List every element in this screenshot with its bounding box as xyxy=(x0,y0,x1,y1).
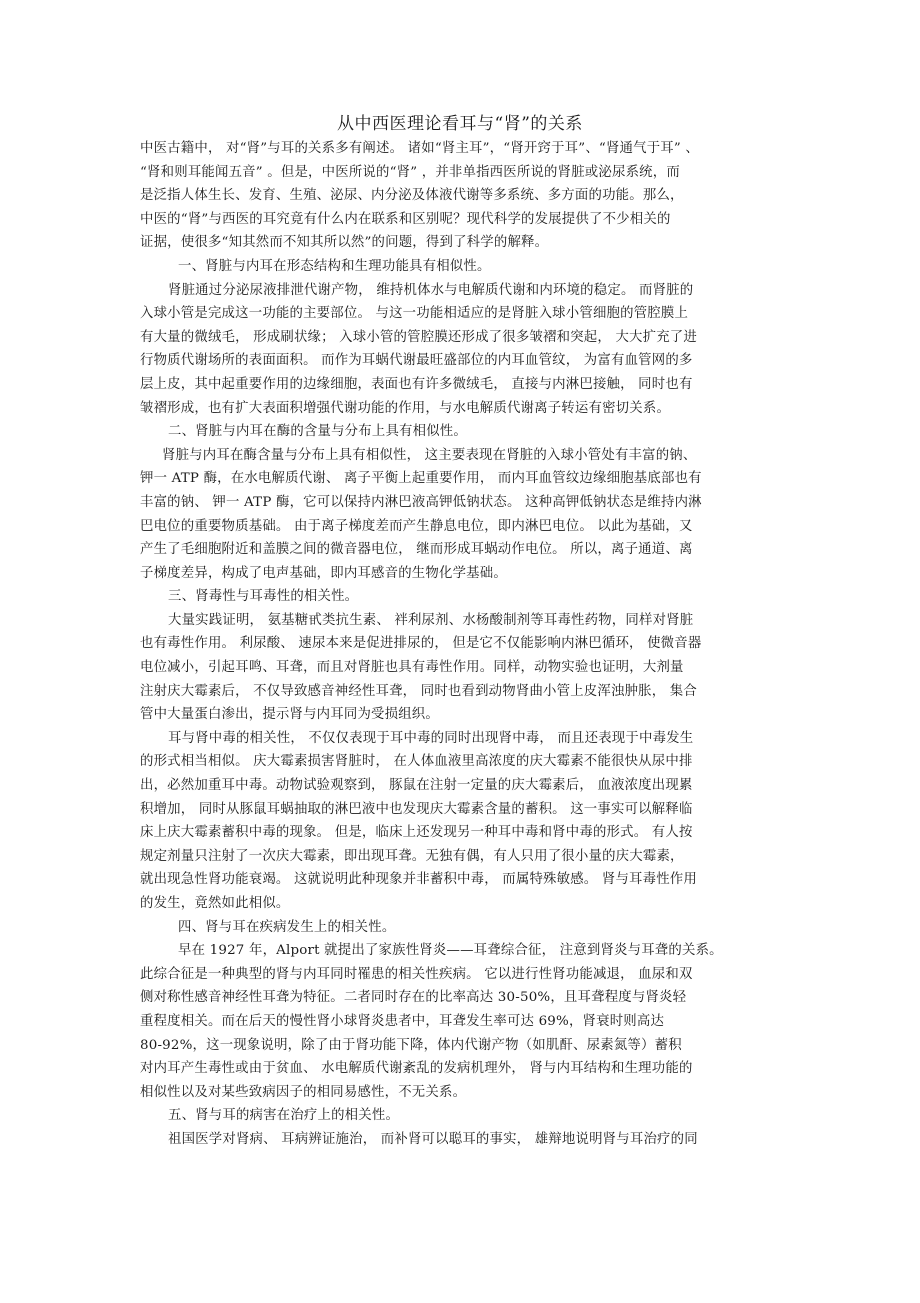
text-line: 有大量的微绒毛， 形成刷状缘； 入球小管的管腔膜还形成了很多皱褶和突起， 大大扩充了进 xyxy=(140,329,697,345)
text-line: 电位减小，引起耳鸣、耳聋，而且对肾脏也具有毒性作用。同样，动物实验也证明，大剂量 xyxy=(140,660,684,676)
page-title: 从中西医理论看耳与“肾”的关系 xyxy=(337,114,583,134)
section-heading: 三、肾毒性与耳毒性的相关性。 xyxy=(168,589,359,605)
text-line: 注射庆大霉素后， 不仅导致感音神经性耳聋， 同时也看到动物肾曲小管上皮浑浊肿胀， 集合 xyxy=(140,683,697,699)
text-line: 积增加， 同时从豚鼠耳蜗抽取的淋巴液中也发现庆大霉素含量的蓄积。 这一事实可以解释临 xyxy=(140,801,693,817)
section-heading: 一、肾脏与内耳在形态结构和生理功能具有相似性。 xyxy=(178,258,491,274)
text-line: 肾脏通过分泌尿液排泄代谢产物， 维持机体水与电解质代谢和内环境的稳定。 而肾脏的 xyxy=(168,282,694,298)
section-heading: 二、肾脏与内耳在酶的含量与分布上具有相似性。 xyxy=(168,424,467,440)
text-line: 相似性以及对某些致病因子的相同易感性，不无关系。 xyxy=(140,1084,467,1100)
document-body xyxy=(140,137,780,1152)
text-line: 证据，使很多“知其然而不知其所以然”的问题，得到了科学的解释。 xyxy=(140,235,549,251)
text-line: 产生了毛细胞附近和盖膜之间的微音器电位， 继而形成耳蜗动作电位。 所以，离子通道、离 xyxy=(140,542,693,558)
text-line: 的发生，竟然如此相似。 xyxy=(140,896,290,911)
text-line: 管中大量蛋白渗出，提示肾与内耳同为受损组织。 xyxy=(140,707,439,723)
text-line: 钾一 ATP 酶，在水电解质代谢、 离子平衡上起重要作用， 而内耳血管纹边缘细胞基底部也有 xyxy=(140,471,702,487)
text-line: 中医的“肾”与西医的耳究竟有什么内在联系和区别呢？现代科学的发展提供了不少相关的 xyxy=(140,211,671,227)
section-heading: 五、肾与耳的病害在治疗上的相关性。 xyxy=(168,1108,400,1124)
text-line: 入球小管是完成这一功能的主要部位。 与这一功能相适应的是肾脏入球小管细胞的管腔膜上 xyxy=(140,306,689,322)
text-line: 层上皮，其中起重要作用的边缘细胞，表面也有许多微绒毛， 直接与内淋巴接触， 同时也有 xyxy=(140,376,693,392)
text-line: 中医古籍中， 对“肾”与耳的关系多有阐述。 诸如“肾主耳”，“肾开窍于耳”、“肾通气于耳” 、 xyxy=(140,141,699,156)
text-line: 的形式相当相似。 庆大霉素损害肾脏时， 在人体血液里高浓度的庆大霉素不能很快从尿中排 xyxy=(140,754,693,770)
text-line: 出，必然加重耳中毒。动物试验观察到， 豚鼠在注射一定量的庆大霉素后， 血液浓度出现累 xyxy=(140,778,693,794)
text-line: 规定剂量只注射了一次庆大霉素，即出现耳聋。无独有偶，有人只用了很小量的庆大霉素， xyxy=(140,848,684,864)
section-heading: 四、肾与耳在疾病发生上的相关性。 xyxy=(178,919,396,935)
text-line: 也有毒性作用。 利尿酸、 速尿本来是促进排尿的， 但是它不仅能影响内淋巴循环， 使微音器 xyxy=(140,636,702,652)
text-line: 此综合征是一种典型的肾与内耳同时罹患的相关性疾病。 它以进行性肾功能减退， 血尿和双 xyxy=(140,966,693,982)
text-line: 皱褶形成，也有扩大表面积增强代谢功能的作用，与水电解质代谢离子转运有密切关系。 xyxy=(140,400,671,416)
text-line: 子梯度差异，构成了电声基础，即内耳感音的生物化学基础。 xyxy=(140,565,507,581)
text-line: 大量实践证明， 氨基糖甙类抗生素、 袢利尿剂、水杨酸制剂等耳毒性药物，同样对肾脏 xyxy=(168,612,694,628)
text-line: 丰富的钠、 钾一 ATP 酶，它可以保持内淋巴液高钾低钠状态。 这种高钾低钠状态是维持内淋 xyxy=(140,494,702,510)
text-line: 早在 1927 年，Alport 就提出了家族性肾炎——耳聋综合征， 注意到肾炎与耳聋的关系。 xyxy=(178,943,723,959)
text-line: 是泛指人体生长、发育、生殖、泌尿、内分泌及体液代谢等多系统、多方面的功能。那么， xyxy=(140,188,684,204)
text-line: 巴电位的重要物质基础。 由于离子梯度差而产生静息电位，即内淋巴电位。 以此为基础，又 xyxy=(140,518,693,534)
text-line: 就出现急性肾功能衰竭。 这就说明此种现象并非蓄积中毒， 而属特殊敏感。 肾与耳毒性作用 xyxy=(140,872,697,888)
text-line: 重程度相关。而在后天的慢性肾小球肾炎患者中，耳聋发生率可达 69%，肾衰时则高达 xyxy=(140,1013,665,1029)
text-line: 80-92%，这一现象说明，除了由于肾功能下降，体内代谢产物（如肌酐、尿素氮等）蓄积 xyxy=(140,1037,682,1053)
text-line: 行物质代谢场所的表面面积。 而作为耳蜗代谢最旺盛部位的内耳血管纹， 为富有血管网的多 xyxy=(140,353,693,369)
text-line: 祖国医学对肾病、 耳病辨证施治， 而补肾可以聪耳的事实， 雄辩地说明肾与耳治疗的同 xyxy=(168,1131,698,1147)
text-line: 耳与肾中毒的相关性， 不仅仅表现于耳中毒的同时出现肾中毒， 而且还表现于中毒发生 xyxy=(168,730,694,746)
text-line: 侧对称性感音神经性耳聋为特征。二者同时存在的比率高达 30-50%，且耳聋程度与肾炎轻 xyxy=(140,990,687,1006)
text-line: 对内耳产生毒性或由于贫血、 水电解质代谢紊乱的发病机理外， 肾与内耳结构和生理功能的 xyxy=(140,1061,693,1077)
text-line: “肾和则耳能闻五音” 。但是，中医所说的“肾” ，并非单指西医所说的肾脏或泌尿系统，而 xyxy=(140,164,680,180)
text-line: 床上庆大霉素蓄积中毒的现象。 但是，临床上还发现另一种耳中毒和肾中毒的形式。 有人按 xyxy=(140,825,693,841)
text-line: 肾脏与内耳在酶含量与分布上具有相似性， 这主要表现在肾脏的入球小管处有丰富的钠、 xyxy=(162,447,697,463)
